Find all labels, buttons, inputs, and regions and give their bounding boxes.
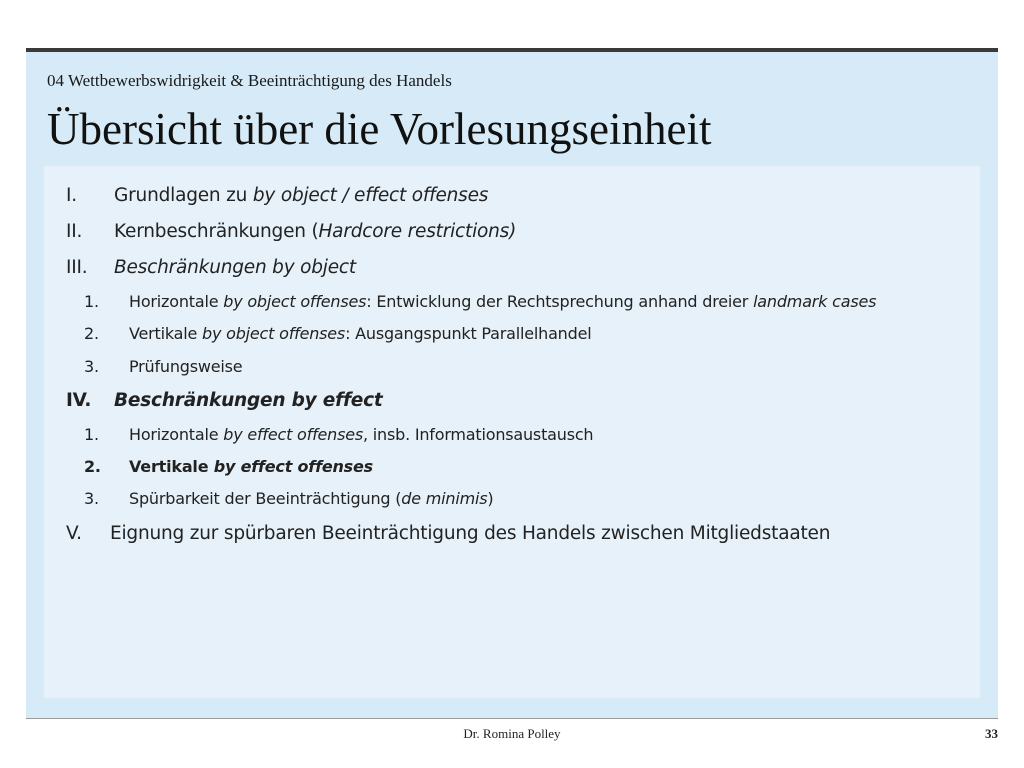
outline-number: 3. [84, 357, 99, 376]
slide-subtitle: 04 Wettbewerbswidrigkeit & Beeinträchtigung des Handels [47, 71, 452, 90]
outline-text: Kernbeschränkungen (Hardcore restrictions) [114, 221, 517, 242]
outline-number: 2. [84, 457, 101, 476]
outline-number: 1. [84, 292, 99, 311]
footer-divider [26, 718, 998, 719]
outline-number: II. [66, 221, 83, 242]
outline-text: Grundlagen zu by object / effect offenses [114, 185, 489, 206]
outline-text: Horizontale by effect offenses, insb. Informationsaustausch [129, 425, 594, 444]
outline-text: Vertikale by effect offenses [129, 457, 373, 476]
outline-text: Prüfungsweise [129, 357, 243, 376]
outline-text: Beschränkungen by object [114, 257, 356, 278]
slide-title: Übersicht über die Vorlesungseinheit [47, 104, 712, 154]
outline-text: Vertikale by object offenses: Ausgangspunkt Parallelhandel [129, 324, 592, 343]
outline-text: Eignung zur spürbaren Beeinträchtigung des Handels zwischen Mitgliedstaaten [110, 523, 831, 544]
page-number: 33 [985, 726, 998, 741]
outline-number: 1. [84, 425, 99, 444]
outline-number: V. [66, 523, 82, 544]
outline-number: IV. [66, 390, 92, 411]
outline-number: 3. [84, 489, 99, 508]
outline-text: Beschränkungen by effect [114, 390, 383, 411]
outline-text: Horizontale by object offenses: Entwicklung der Rechtsprechung anhand dreier landmark cases [129, 292, 877, 311]
outline-number: 2. [84, 324, 99, 343]
outline-text: Spürbarkeit der Beeinträchtigung (de minimis) [129, 489, 494, 508]
footer-author: Dr. Romina Polley [463, 726, 561, 741]
outline-number: I. [66, 185, 77, 206]
outline-number: III. [66, 257, 88, 278]
